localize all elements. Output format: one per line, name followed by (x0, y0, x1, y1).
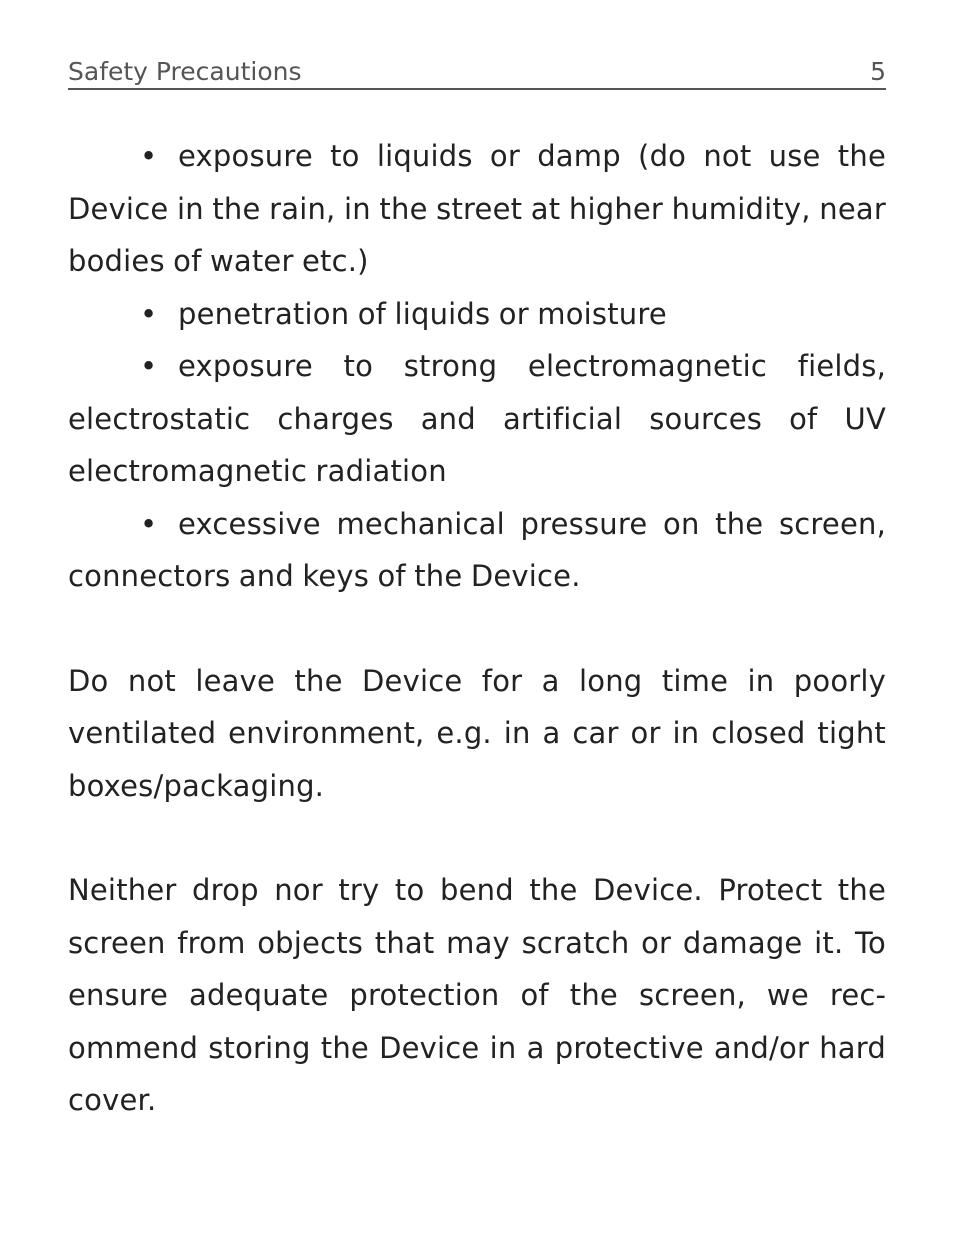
paragraph-spacer (68, 812, 886, 864)
bullet-item (68, 288, 886, 341)
bullet-item (68, 130, 886, 288)
body-paragraph: Do not leave the Device for a long time in poorly ventilated environment, e.g. in a car or in closed tight boxes/packaging. (68, 663, 886, 803)
bullet-text: excessive mechanical pressure on the screen, connectors and keys of the Device. (68, 506, 886, 593)
bullet-item (68, 340, 886, 498)
page-number: 5 (870, 57, 886, 86)
bullet-item (68, 498, 886, 603)
bullet-text: exposure to liquids or damp (do not use the Device in the rain, in the street at higher humidity, near bodies of water etc.) (68, 139, 886, 278)
bullet-marker: • (140, 349, 158, 383)
section-title: Safety Precautions (68, 57, 302, 86)
page-content (68, 130, 886, 1127)
paragraph-spacer (68, 603, 886, 655)
running-header (68, 56, 886, 90)
bullet-marker: • (140, 139, 158, 173)
bullet-marker: • (140, 506, 158, 541)
body-paragraph: Neither drop nor try to bend the Device. Protect the screen from objects that may scratch or damage it. To ensure adequate protection of the screen, we recommend storing the Device in a protective and/or hard cover. (68, 873, 886, 1117)
bullet-marker: • (140, 296, 158, 331)
bullet-text: exposure to strong electromagnetic fields, electrostatic charges and artificial sources of UV electromagnetic radiation (68, 349, 886, 488)
bullet-text: penetration of liquids or moisture (178, 296, 667, 331)
